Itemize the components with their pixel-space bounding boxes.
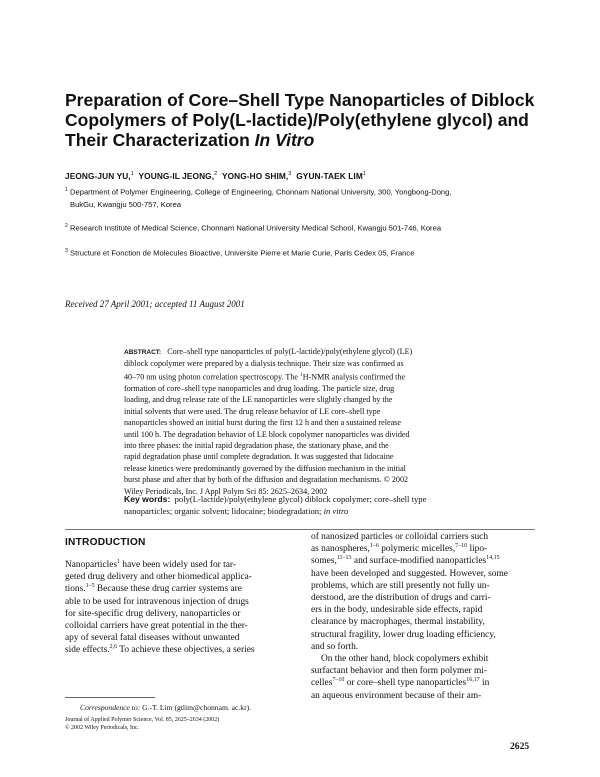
page-number: 2625	[510, 741, 530, 752]
title-line: Copolymers of Poly(L-lactide)/Poly(ethylene glycol) and	[65, 110, 529, 130]
footnote-divider	[65, 697, 155, 698]
author: YOUNG-IL JEONG,$^2$	[138, 171, 218, 181]
author: GYUN-TAEK LIM$^1$	[296, 171, 367, 181]
correspondence-note: Correspondence to: G.-T. Lim (gtlim@chonnam. ac.kr).	[80, 703, 252, 712]
abstract: ABSTRACT: Core–shell type nanoparticles of poly(L-lactide)/poly(ethylene glycol) (LE) diblock copolymer were prepared by a dialysis technique. Their size was confirmed as 40–70 nm using photon correlation spectroscopy. The $^1$H-NMR analysis confirmed the formation of core–shell type nanoparticles and drug loading. The particle size, drug loading, and drug release rate of the LE nanoparticles were slightly changed by the initial solvents that were used. The drug release behavior of LE core–shell type nanoparticles showed an initial burst during the first 12 h and then a sustained release until 100 h. The degradation behavior of LE block copolymer nanoparticles was divided into three phases: the initial rapid degradation phase, the stationary phase, and the rapid degradation phase until complete degradation. It was suggested that lidocaine release kinetics were predominantly governed by the diffusion mechanism in the initial burst phase and after that by both of the diffusion and degradation mechanisms. © 2002 Wiley Periodicals, Inc. J Appl Polym Sci 85: 2625–2634, 2002	[124, 347, 413, 496]
author: YONG-HO SHIM,$^3$	[221, 171, 292, 181]
author-list	[65, 171, 366, 181]
title-line: Preparation of Core–Shell Type Nanoparticles of Diblock	[65, 90, 535, 110]
affiliation-3: $^3$ Structure et Fonction de Molecules Bioactive, Universite Pierre et Marie Curie, Paris Cedex 05, France	[65, 248, 415, 258]
section-heading-introduction: INTRODUCTION	[65, 537, 146, 548]
keywords: Key words: poly(L-lactide)/poly(ethylene glycol) diblock copolymer; core–shell type nanoparticles; organic solvent; lidocaine; biodegradation; in vitro	[124, 494, 427, 516]
right-column-text: of nanosized particles or colloidal carriers such as nanospheres,$^{1-6}$ polymeric micelles,$^{7-10}$ lipo- somes,$^{11-13}$ and surface-modified nanoparticles$^{14,15}$ have been developed and suggested. However, some problems, which are still presently not fully un- derstood, are the distribution of drugs and carri- ers in the body, undesirable side effects, rapid clearance by macrophages, thermal instability, structural fragility, lower drug loading efficiency, and so forth. On the other hand, block copolymers exhibit surfactant behavior and then form polymer mi- celles$^{7-10}$ or core–shell type nanoparticles$^{16,17}$ in an aqueous environment because of their am-	[311, 532, 508, 701]
left-column-text: Nanoparticles$^1$ have been widely used for tar- geted drug delivery and other biomedical applica- tions.$^{1-5}$ Because these drug carrier systems are able to be used for intravenous injection of drugs for site-specific drug delivery, nanoparticles or colloidal carriers have great potential in the ther- apy of several fatal diseases without unwanted side effects.$^{2,6}$ To achieve these objectives, a series	[65, 558, 255, 656]
journal-citation: Journal of Applied Polymer Science, Vol. 85, 2625–2634 (2002) © 2002 Wiley Periodicals, Inc.	[65, 717, 220, 732]
author: JEONG-JUN YU,$^1$	[65, 171, 134, 181]
received-date: Received 27 April 2001; accepted 11 August 2001	[65, 299, 245, 309]
affiliation-1: $^1$ Department of Polymer Engineering, College of Engineering, Chonnam National University, 300, Yongbong-Dong, BukGu, Kwangju 500-757, Korea	[65, 187, 452, 209]
affiliation-2: $^2$ Research Institute of Medical Science, Chonnam National University Medical School, Kwangju 501-746, Korea	[65, 223, 442, 233]
section-divider	[65, 529, 535, 530]
abstract-label: ABSTRACT:	[124, 349, 162, 356]
title-line: Their Characterization In Vitro	[65, 130, 315, 150]
keywords-label: Key words:	[124, 494, 171, 504]
paper-title	[65, 90, 545, 150]
